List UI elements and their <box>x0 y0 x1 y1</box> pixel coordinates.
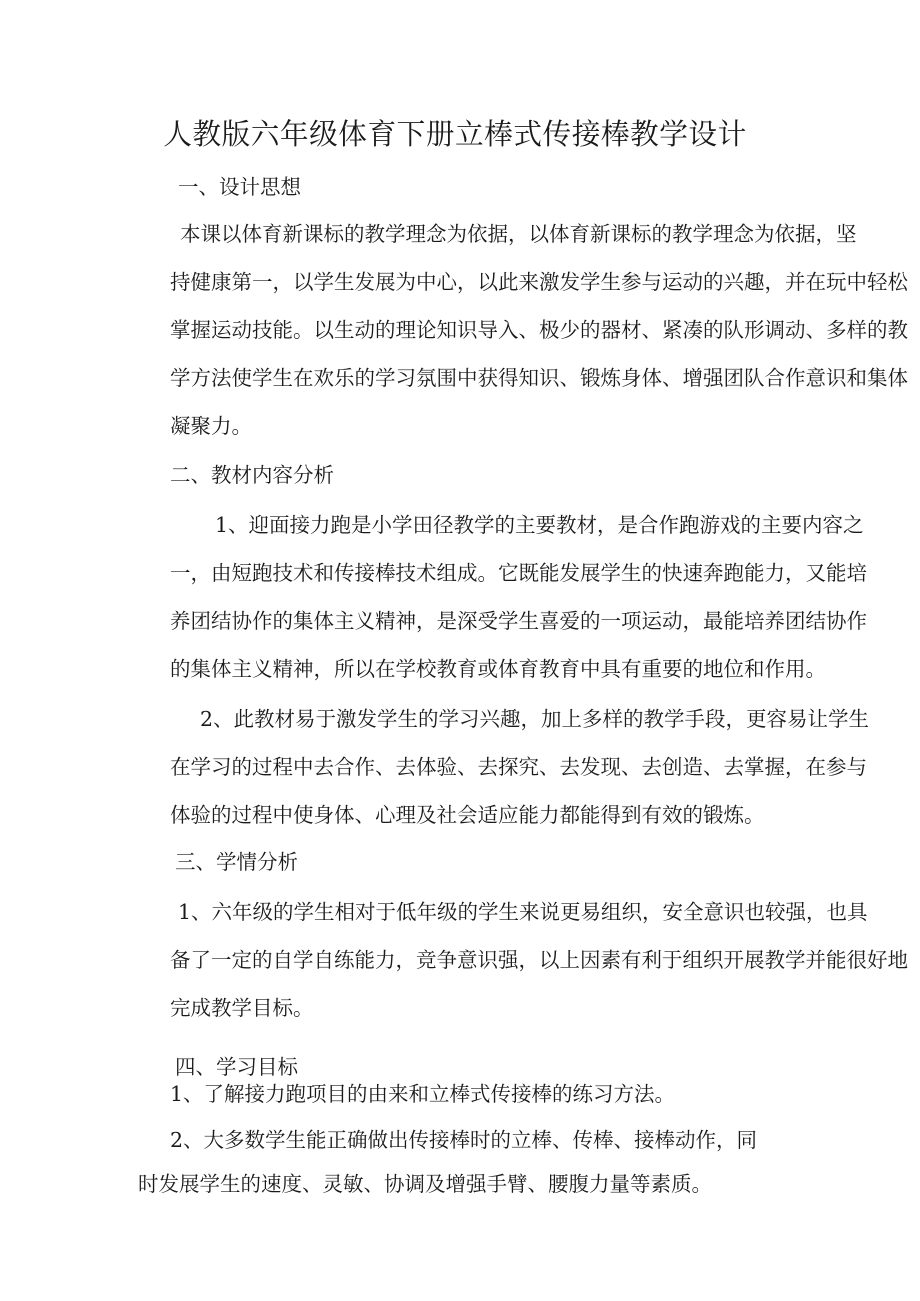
document-title: 人教版六年级体育下册立棒式传接棒教学设计 <box>163 117 747 151</box>
paragraph-line: 2、此教材易于激发学生的学习兴趣，加上多样的教学手段，更容易让学生 <box>200 707 870 731</box>
paragraph-line: 学方法使学生在欢乐的学习氛围中获得知识、锻炼身体、增强团队合作意识和集体 <box>170 366 908 390</box>
section-heading-learning-objectives: 四、学习目标 <box>175 1055 298 1079</box>
objective-item: 时发展学生的速度、灵敏、协调及增强手臂、腰腹力量等素质。 <box>138 1172 712 1196</box>
paragraph-line: 持健康第一，以学生发展为中心，以此来激发学生参与运动的兴趣，并在玩中轻松 <box>170 270 908 294</box>
paragraph-line: 一，由短跑技术和传接棒技术组成。它既能发展学生的快速奔跑能力，又能培 <box>170 561 867 585</box>
paragraph-line: 体验的过程中使身体、心理及社会适应能力都能得到有效的锻炼。 <box>170 803 765 827</box>
paragraph-line: 凝聚力。 <box>170 414 252 438</box>
paragraph-line: 掌握运动技能。以生动的理论知识导入、极少的器材、紧凑的队形调动、多样的教 <box>170 318 908 342</box>
paragraph-line: 在学习的过程中去合作、去体验、去探究、去发现、去创造、去掌握，在参与 <box>170 755 867 779</box>
paragraph-line: 的集体主义精神，所以在学校教育或体育教育中具有重要的地位和作用。 <box>170 657 826 681</box>
paragraph-line: 完成教学目标。 <box>170 996 314 1020</box>
paragraph-line: 本课以体育新课标的教学理念为依据，以体育新课标的教学理念为依据，坚 <box>180 222 857 246</box>
paragraph-line: 1、迎面接力跑是小学田径教学的主要教材，是合作跑游戏的主要内容之 <box>215 513 864 537</box>
paragraph-line: 1、六年级的学生相对于低年级的学生来说更易组织，安全意识也较强，也具 <box>178 900 868 924</box>
section-heading-design-idea: 一、设计思想 <box>178 175 301 199</box>
paragraph-line: 养团结协作的集体主义精神，是深受学生喜爱的一项运动，最能培养团结协作 <box>170 609 867 633</box>
objective-item: 1、了解接力跑项目的由来和立棒式传接棒的练习方法。 <box>170 1082 676 1106</box>
objective-item: 2、大多数学生能正确做出传接棒时的立棒、传棒、接棒动作，同 <box>170 1128 758 1152</box>
paragraph-line: 备了一定的自学自练能力，竞争意识强，以上因素有利于组织开展教学并能很好地 <box>170 948 908 972</box>
section-heading-material-analysis: 二、教材内容分析 <box>170 463 334 487</box>
section-heading-learner-analysis: 三、学情分析 <box>175 850 298 874</box>
